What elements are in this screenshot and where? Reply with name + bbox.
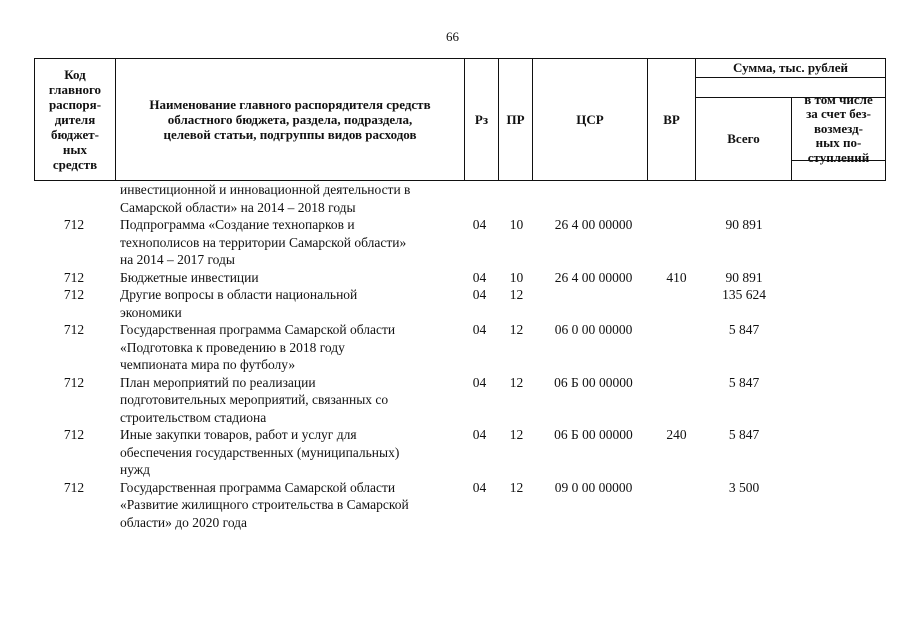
table-row: [34, 286, 886, 321]
header-code: [35, 59, 115, 180]
row-pr: 12: [509, 479, 524, 495]
row-pr: 12: [509, 427, 524, 442]
row-code: 712: [63, 287, 85, 302]
row-name-line: «Развитие жилищного строительства в Самарской: [120, 497, 409, 512]
row-pr: 12: [509, 374, 524, 390]
h-code-line: распоря-: [48, 96, 102, 112]
row-rz: 04: [472, 322, 487, 337]
row-name-line: Другие вопросы в области национальной: [120, 287, 358, 302]
row-total: 5 847: [728, 322, 760, 337]
row-code: 712: [63, 374, 85, 390]
row-csr: 09 0 00 00000: [554, 479, 633, 495]
row-pr: 12: [509, 322, 524, 337]
row-rz: 04: [472, 217, 487, 232]
row-total: 90 891: [725, 217, 763, 232]
row-csr: 26 4 00 00000: [554, 269, 633, 285]
row-name-line: Государственная программа Самарской области: [120, 479, 396, 495]
row-code: 712: [63, 217, 85, 232]
row-code: 712: [63, 322, 85, 337]
row-name-line: подготовительных мероприятий, связанных со: [120, 392, 389, 407]
row-vr: 240: [666, 427, 687, 442]
row-name: [120, 269, 470, 287]
row-name: [120, 286, 470, 321]
h-incl-line: возмезд-: [814, 120, 863, 136]
h-name-line: областного бюджета, раздела, подраздела,: [167, 111, 413, 127]
table-row: [34, 426, 886, 479]
h-incl-line: ступлений: [807, 149, 870, 165]
h-code-line: средств: [52, 157, 98, 173]
row-name: [120, 374, 470, 427]
row-name-line: План мероприятий по реализации: [120, 374, 316, 390]
header-name: [116, 59, 464, 180]
row-total: 135 624: [722, 287, 766, 302]
header-vr: ВР: [663, 111, 680, 127]
row-code: 712: [63, 269, 85, 285]
header-pr: ПР: [506, 111, 525, 127]
row-total: 5 847: [728, 374, 760, 390]
row-total: 90 891: [725, 269, 763, 285]
row-csr: 26 4 00 00000: [554, 217, 633, 232]
h-code-line: дителя: [54, 111, 96, 127]
h-name-line: Наименование главного распорядителя средств: [149, 96, 431, 112]
table-row: [34, 269, 886, 287]
header-rz: Рз: [474, 111, 489, 127]
h-code-line: Код: [64, 66, 86, 82]
row-rz: 04: [472, 374, 487, 390]
row-csr: 06 Б 00 00000: [554, 374, 633, 390]
table-row: [34, 216, 886, 269]
row-rz: 04: [472, 287, 487, 302]
row-name-line: на 2014 – 2017 годы: [120, 252, 235, 267]
header-sum-title: Сумма, тыс. рублей: [733, 60, 848, 76]
row-vr: 410: [666, 269, 687, 285]
row-csr: 06 Б 00 00000: [554, 427, 633, 442]
row-rz: 04: [472, 479, 487, 495]
row-name-line: технополисов на территории Самарской области»: [120, 234, 407, 250]
row-code: 712: [63, 427, 85, 442]
h-name-line: целевой статьи, подгруппы видов расходов: [163, 127, 417, 143]
row-name-line: Иные закупки товаров, работ и услуг для: [120, 427, 357, 442]
row-total: 5 847: [728, 427, 760, 442]
row-name-line: «Подготовка к проведению в 2018 году: [120, 339, 345, 355]
row-name: [120, 426, 470, 479]
row-name-line: Подпрограмма «Создание технопарков и: [120, 217, 355, 232]
row-name-line: строительством стадиона: [120, 409, 267, 425]
row-rz: 04: [472, 269, 487, 285]
row-name-line: области» до 2020 года: [120, 514, 248, 530]
row-name-line: Государственная программа Самарской области: [120, 322, 396, 337]
h-incl-line: в том числе: [804, 91, 873, 107]
header-total: Всего: [727, 131, 760, 147]
row-name: [120, 321, 470, 374]
row-name: [120, 216, 470, 269]
header-incl: [792, 91, 885, 165]
row-csr: 06 0 00 00000: [554, 322, 633, 337]
row-name-line: обеспечения государственных (муниципальных): [120, 444, 400, 460]
row-pr: 10: [509, 269, 524, 285]
h-incl-line: за счет без-: [806, 106, 871, 122]
table-header: [34, 58, 886, 181]
table-row: [34, 374, 886, 427]
row-name: [120, 181, 470, 216]
row-code: 712: [63, 479, 85, 495]
row-name-line: нужд: [120, 462, 150, 477]
row-name-line: Бюджетные инвестиции: [120, 269, 259, 285]
row-name-line: инвестиционной и инновационной деятельности в: [120, 182, 411, 197]
header-csr: ЦСР: [576, 111, 604, 127]
row-name-line: чемпионата мира по футболу»: [120, 357, 296, 372]
h-incl-line: ных по-: [815, 135, 862, 151]
h-code-line: главного: [48, 81, 102, 97]
table-row: [34, 479, 886, 532]
row-name: [120, 479, 470, 532]
table-row: [34, 181, 886, 216]
row-name-line: Самарской области» на 2014 – 2018 годы: [120, 199, 356, 215]
row-rz: 04: [472, 427, 487, 442]
row-pr: 10: [509, 217, 524, 232]
table-row: [34, 321, 886, 374]
h-code-line: ных: [62, 142, 88, 158]
page-number: 66: [446, 29, 459, 44]
table-body: [34, 181, 886, 531]
row-total: 3 500: [728, 479, 760, 495]
row-name-line: экономики: [120, 304, 182, 320]
row-pr: 12: [509, 287, 524, 302]
h-code-line: бюджет-: [50, 127, 99, 143]
